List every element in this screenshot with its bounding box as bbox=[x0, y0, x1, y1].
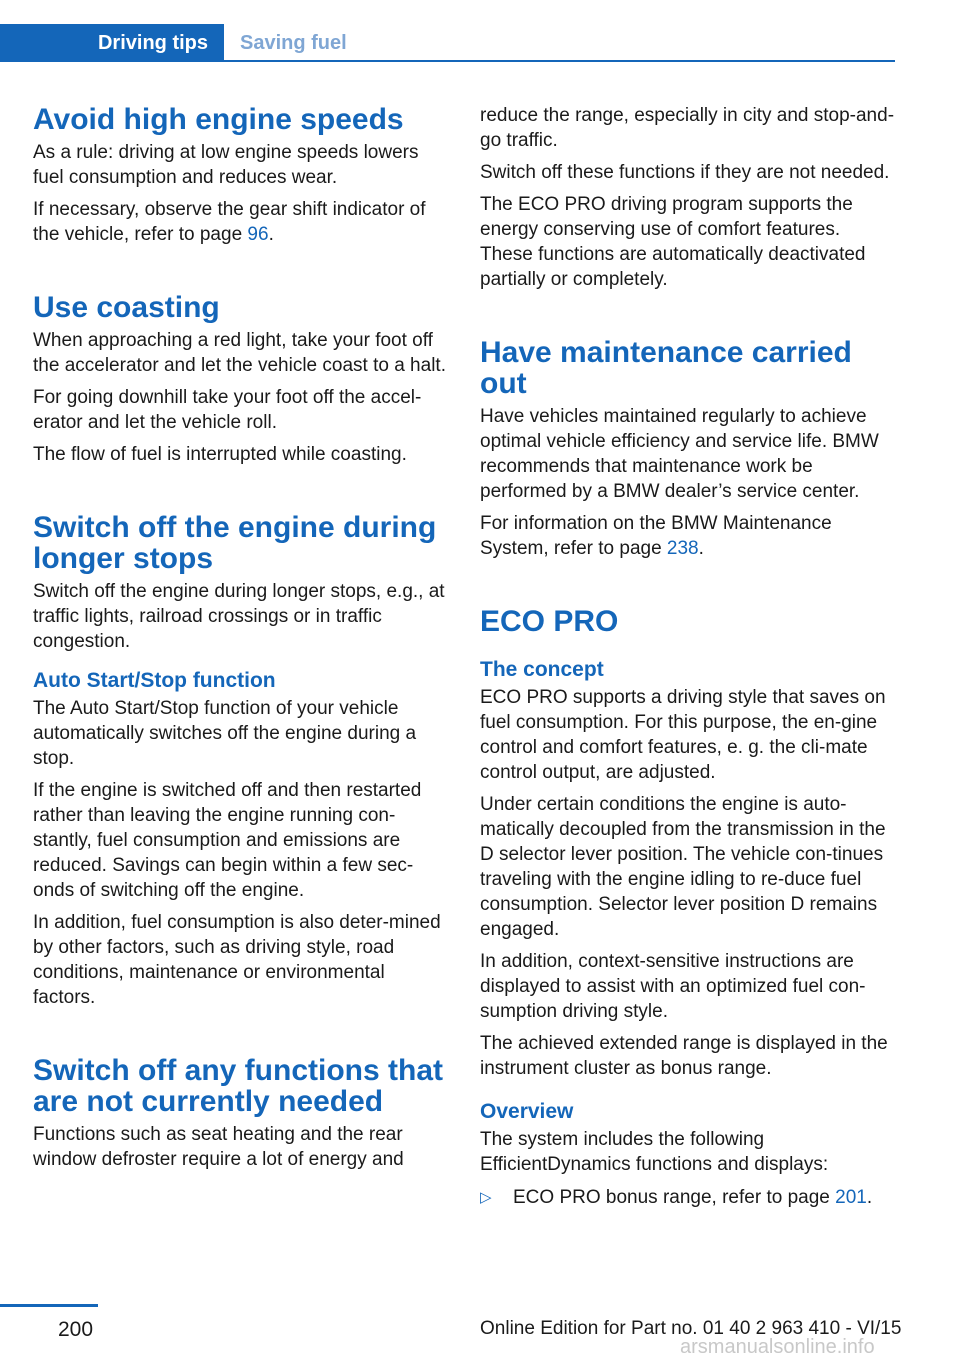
paragraph: The flow of fuel is interrupted while coasting. bbox=[33, 444, 407, 465]
paragraph: If the engine is switched off and then restarted rather than leaving the engine running con‐stantly, fuel consumption and emissions are reduced. Savings can begin within a few sec‐onds of switching off the engine. bbox=[33, 780, 422, 901]
paragraph: If necessary, observe the gear shift indicator of the vehicle, refer to page 96. bbox=[33, 199, 426, 245]
paragraph: When approaching a red light, take your foot off the accelerator and let the vehicle coast to a halt. bbox=[33, 330, 446, 376]
heading-overview: Overview bbox=[480, 1100, 574, 1123]
edition-note: Online Edition for Part no. 01 40 2 963 410 - VI/15 bbox=[480, 1318, 902, 1339]
paragraph: As a rule: driving at low engine speeds lowers fuel consumption and reduces wear. bbox=[33, 142, 419, 188]
heading-eco-pro: ECO PRO bbox=[480, 605, 619, 638]
page-link[interactable]: 201 bbox=[835, 1187, 867, 1208]
tab-saving-fuel[interactable]: Saving fuel bbox=[240, 31, 347, 54]
tab-driving-tips[interactable]: Driving tips bbox=[0, 24, 224, 62]
triangle-bullet-icon: ▷ bbox=[480, 1189, 492, 1206]
paragraph: Under certain conditions the engine is auto‐matically decoupled from the transmission in the D selector lever position. The vehicle con‐tinues traveling with the engine idling to re‐duce fuel consumption. Selector lever position D remains engaged. bbox=[480, 794, 886, 940]
paragraph: Switch off the engine during longer stops, e.g., at traffic lights, railroad crossings or in traffic congestion. bbox=[33, 581, 445, 652]
heading-have-maintenance: Have maintenance carried out bbox=[480, 336, 852, 400]
heading-the-concept: The concept bbox=[480, 658, 604, 681]
paragraph: For going downhill take your foot off the accel‐erator and let the vehicle roll. bbox=[33, 387, 422, 433]
paragraph: The ECO PRO driving program supports the energy conserving use of comfort features. These functions are automatically deactivated partially or completely. bbox=[480, 194, 866, 290]
heading-avoid-high-engine-speeds: Avoid high engine speeds bbox=[33, 103, 404, 136]
paragraph: Have vehicles maintained regularly to achieve optimal vehicle efficiency and service life. BMW recommends that maintenance work be performed by a BMW dealer’s service center. bbox=[480, 406, 879, 502]
heading-use-coasting: Use coasting bbox=[33, 291, 220, 324]
right-column bbox=[480, 100, 895, 1210]
header-rule bbox=[224, 60, 895, 62]
paragraph: The achieved extended range is displayed in the instrument cluster as bonus range. bbox=[480, 1033, 888, 1079]
left-column bbox=[33, 100, 448, 1172]
list-item: ▷ ECO PRO bonus range, refer to page 201. bbox=[480, 1187, 873, 1208]
paragraph: The Auto Start/Stop function of your vehicle automatically switches off the engine during a stop. bbox=[33, 698, 417, 769]
paragraph: For information on the BMW Maintenance System, refer to page 238. bbox=[480, 513, 832, 559]
page-link[interactable]: 96 bbox=[247, 224, 269, 245]
page-link[interactable]: 238 bbox=[666, 538, 699, 559]
watermark: arsmanualsonline.info bbox=[680, 1336, 875, 1358]
page-number: 200 bbox=[58, 1318, 94, 1341]
paragraph: Switch off these functions if they are not needed. bbox=[480, 162, 890, 183]
paragraph: reduce the range, especially in city and stop-and-go traffic. bbox=[480, 105, 895, 151]
heading-switch-off-engine: Switch off the engine during longer stops bbox=[33, 511, 437, 575]
paragraph: ECO PRO supports a driving style that saves on fuel consumption. For this purpose, the en‐gine control and comfort features, e. g. the cli‐mate control output, are adjusted. bbox=[480, 687, 886, 783]
heading-auto-start-stop: Auto Start/Stop function bbox=[33, 669, 276, 692]
heading-switch-off-functions: Switch off any functions that are not currently needed bbox=[33, 1054, 443, 1118]
paragraph: Functions such as seat heating and the rear window defroster require a lot of energy and bbox=[33, 1124, 404, 1170]
footer-rule bbox=[0, 1304, 98, 1307]
paragraph: In addition, fuel consumption is also deter‐mined by other factors, such as driving style, road conditions, maintenance or environmental factors. bbox=[33, 912, 441, 1008]
paragraph: In addition, context-sensitive instructions are displayed to assist with an optimized fuel con‐sumption driving style. bbox=[480, 951, 866, 1022]
header-tabs bbox=[0, 24, 895, 62]
paragraph: The system includes the following EfficientDynamics functions and displays: bbox=[480, 1129, 829, 1175]
